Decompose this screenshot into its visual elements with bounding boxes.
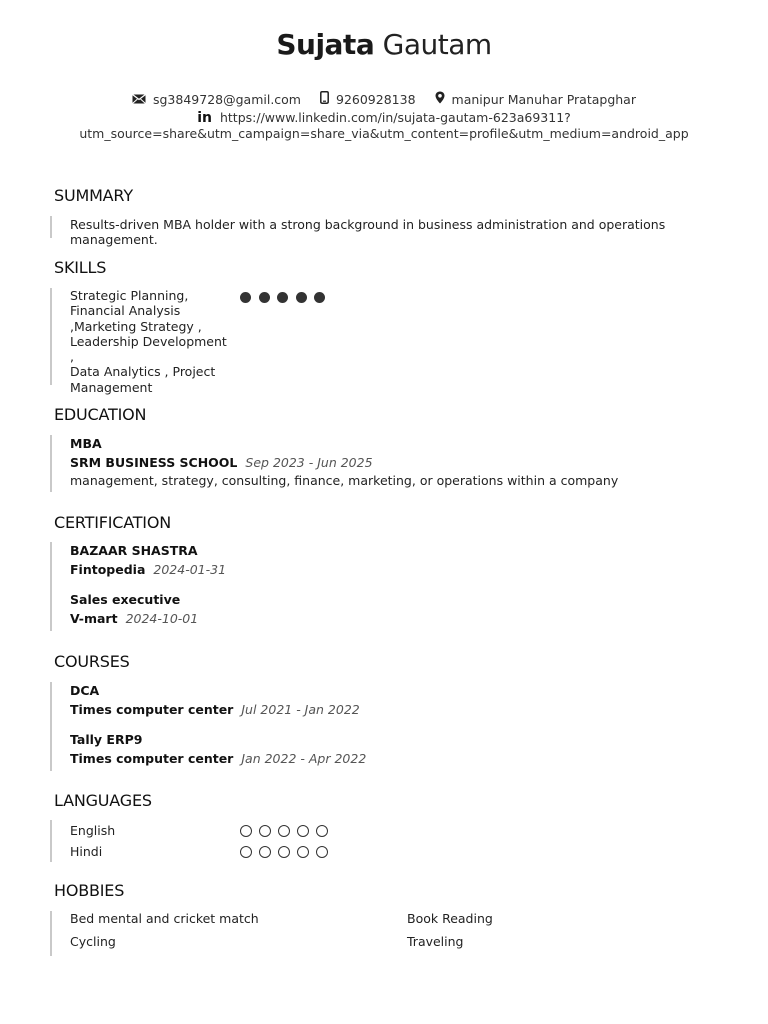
summary-section — [50, 216, 740, 247]
certification-issuer: Fintopedia — [70, 562, 146, 577]
language-rating — [240, 846, 335, 858]
rating-dot-empty — [316, 825, 328, 837]
certification-name: Sales executive — [70, 592, 181, 607]
envelope-icon — [132, 92, 153, 107]
course-institution: Times computer center — [70, 702, 234, 717]
course-item — [70, 731, 740, 768]
mobile-phone-icon — [320, 91, 336, 107]
course-name: DCA — [70, 683, 100, 698]
education-school-row — [70, 453, 740, 472]
skill-line: Strategic Planning, — [70, 288, 189, 303]
course-item — [70, 682, 740, 719]
language-name: English — [70, 823, 116, 838]
rating-dot-empty — [259, 846, 271, 858]
contact-row — [0, 91, 768, 107]
email-text: sg3849728@gamil.com — [152, 91, 301, 107]
education-description: management, strategy, consulting, finance, marketing, or operations within a company — [70, 473, 619, 488]
linkedin-icon: in — [197, 110, 212, 126]
rating-dot-empty — [259, 825, 271, 837]
linkedin-link[interactable] — [0, 110, 768, 142]
language-rating — [240, 825, 335, 837]
contact-phone[interactable] — [320, 91, 416, 107]
rating-dot-empty — [278, 846, 290, 858]
language-name: Hindi — [70, 844, 103, 859]
language-row — [70, 820, 450, 841]
last-name: Gautam — [382, 28, 492, 61]
skill-item — [70, 288, 230, 395]
education-dates: Sep 2023 - Jun 2025 — [245, 455, 373, 470]
education-degree: MBA — [70, 436, 102, 451]
hobbies-section — [50, 911, 740, 956]
rating-dot-filled — [296, 292, 307, 303]
skill-line: Management — [70, 379, 153, 395]
hobby-item: Traveling — [407, 934, 464, 949]
certification-date: 2024-10-01 — [125, 611, 199, 626]
hobby-item: Cycling — [70, 934, 116, 949]
courses-heading: COURSES — [54, 652, 130, 671]
rating-dot-empty — [278, 825, 290, 837]
certification-section — [50, 542, 740, 631]
rating-dot-empty — [297, 846, 309, 858]
certification-name: BAZAAR SHASTRA — [70, 543, 198, 558]
course-institution: Times computer center — [70, 751, 234, 766]
rating-dot-filled — [240, 292, 251, 303]
certification-item — [70, 591, 740, 628]
certification-issuer: V-mart — [70, 611, 118, 626]
contact-location — [435, 91, 636, 107]
skills-section — [50, 288, 450, 395]
courses-section — [50, 682, 740, 771]
phone-text: 9260928138 — [336, 91, 416, 107]
course-name: Tally ERP9 — [70, 732, 143, 747]
skills-heading: SKILLS — [54, 258, 107, 277]
skill-line: Leadership Development , — [70, 333, 227, 365]
course-dates: Jul 2021 - Jan 2022 — [241, 702, 360, 717]
rating-dot-empty — [316, 846, 328, 858]
certification-item — [70, 542, 740, 579]
rating-dot-filled — [277, 292, 288, 303]
hobby-item: Book Reading — [407, 911, 493, 926]
map-pin-icon — [435, 91, 452, 107]
hobby-item: Bed mental and cricket match — [70, 911, 259, 926]
skill-line: Financial Analysis — [70, 303, 181, 319]
summary-heading: SUMMARY — [54, 186, 133, 205]
skill-line: ,Marketing Strategy , — [70, 318, 202, 334]
rating-dot-empty — [240, 846, 252, 858]
education-school: SRM BUSINESS SCHOOL — [70, 455, 238, 470]
linkedin-url-line2: utm_source=share&utm_campaign=share_via&utm_content=profile&utm_medium=android_app — [79, 126, 689, 141]
summary-text: Results-driven MBA holder with a strong background in business administration and operations management. — [70, 217, 666, 247]
education-section — [50, 435, 740, 492]
rating-dot-empty — [297, 825, 309, 837]
skill-line: Data Analytics , Project — [70, 364, 216, 380]
first-name: Sujata — [276, 28, 375, 61]
rating-dot-filled — [259, 292, 270, 303]
education-heading: EDUCATION — [54, 405, 147, 424]
course-dates: Jan 2022 - Apr 2022 — [241, 751, 367, 766]
resume-name — [0, 28, 768, 61]
certification-date: 2024-01-31 — [153, 562, 227, 577]
languages-heading: LANGUAGES — [54, 791, 152, 810]
skill-rating — [240, 292, 333, 303]
rating-dot-empty — [240, 825, 252, 837]
language-row — [70, 841, 450, 862]
location-text: manipur Manuhar Pratapghar — [451, 91, 636, 107]
contact-email[interactable] — [132, 92, 301, 107]
hobbies-heading: HOBBIES — [54, 881, 125, 900]
certification-heading: CERTIFICATION — [54, 513, 171, 532]
linkedin-url-line1: https://www.linkedin.com/in/sujata-gautam-623a69311? — [219, 110, 571, 125]
rating-dot-filled — [314, 292, 325, 303]
languages-section — [50, 820, 450, 862]
